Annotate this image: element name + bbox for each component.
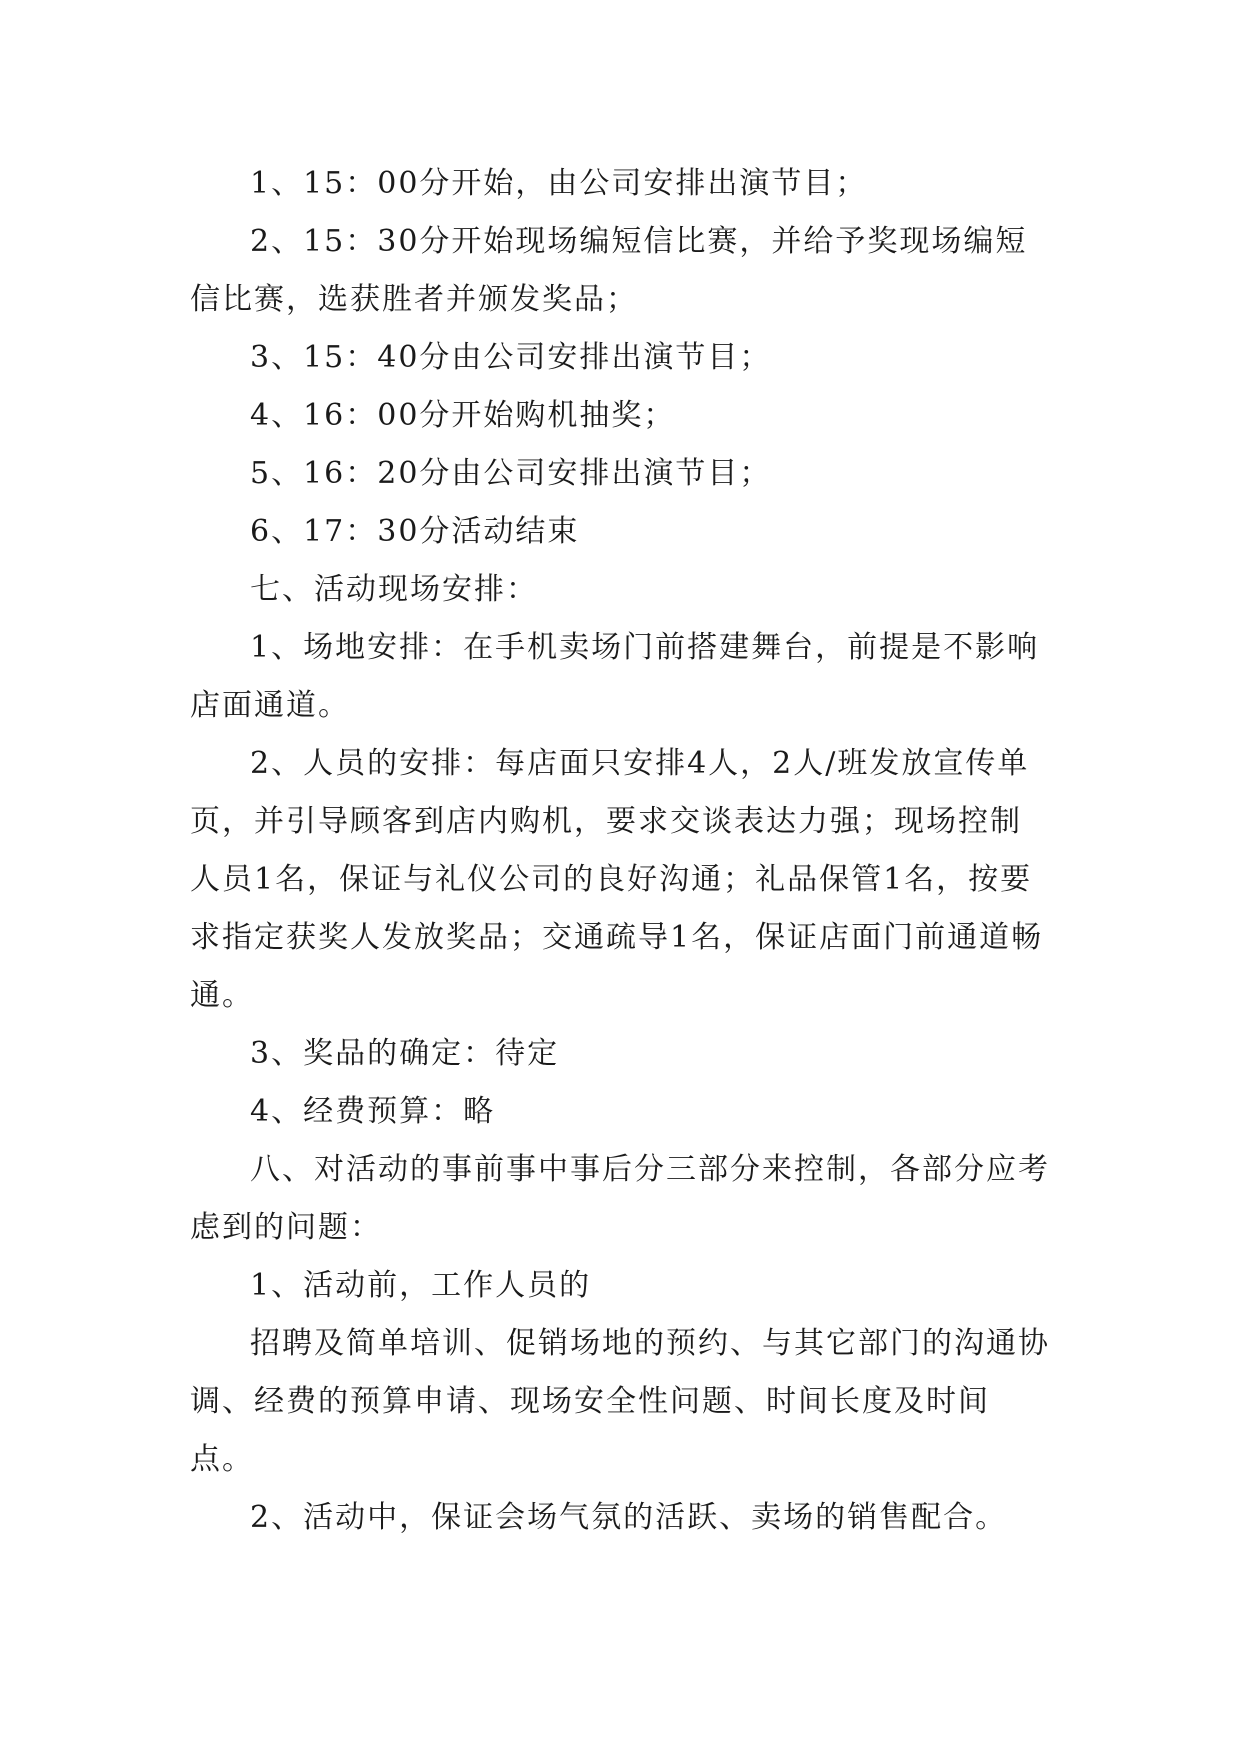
paragraph-staffing: 2、人员的安排：每店面只安排4人，2人/班发放宣传单页，并引导顾客到店内购机，要求交谈表达力强；现场控制人员1名，保证与礼仪公司的良好沟通；礼品保管1名，按要求指定获奖人发放奖品；交通疏导1名，保证店面门前通道畅通。	[190, 746, 1044, 1013]
paragraph-schedule-4: 4、16：00分开始购机抽奖；	[250, 398, 676, 433]
paragraph-schedule-1: 1、15：00分开始，由公司安排出演节目；	[250, 166, 868, 201]
paragraph-before-event: 1、活动前，工作人员的	[250, 1268, 592, 1303]
document-body	[190, 155, 1050, 1547]
paragraph-budget: 4、经费预算：略	[250, 1094, 496, 1129]
paragraph-during-event: 2、活动中，保证会场气氛的活跃、卖场的销售配合。	[250, 1500, 1008, 1535]
paragraph-preparation: 招聘及简单培训、促销场地的预约、与其它部门的沟通协调、经费的预算申请、现场安全性问题、时间长度及时间点。	[190, 1326, 1050, 1477]
section-heading-8: 八、对活动的事前事中事后分三部分来控制，各部分应考虑到的问题：	[190, 1152, 1050, 1245]
paragraph-schedule-5: 5、16：20分由公司安排出演节目；	[250, 456, 772, 491]
paragraph-schedule-2: 2、15：30分开始现场编短信比赛，并给予奖现场编短信比赛，选获胜者并颁发奖品；	[190, 224, 1028, 317]
section-heading-7: 七、活动现场安排：	[250, 572, 538, 607]
paragraph-prizes: 3、奖品的确定：待定	[250, 1036, 560, 1071]
paragraph-schedule-6: 6、17：30分活动结束	[250, 514, 580, 549]
paragraph-venue: 1、场地安排：在手机卖场门前搭建舞台，前提是不影响店面通道。	[190, 630, 1040, 723]
paragraph-schedule-3: 3、15：40分由公司安排出演节目；	[250, 340, 772, 375]
